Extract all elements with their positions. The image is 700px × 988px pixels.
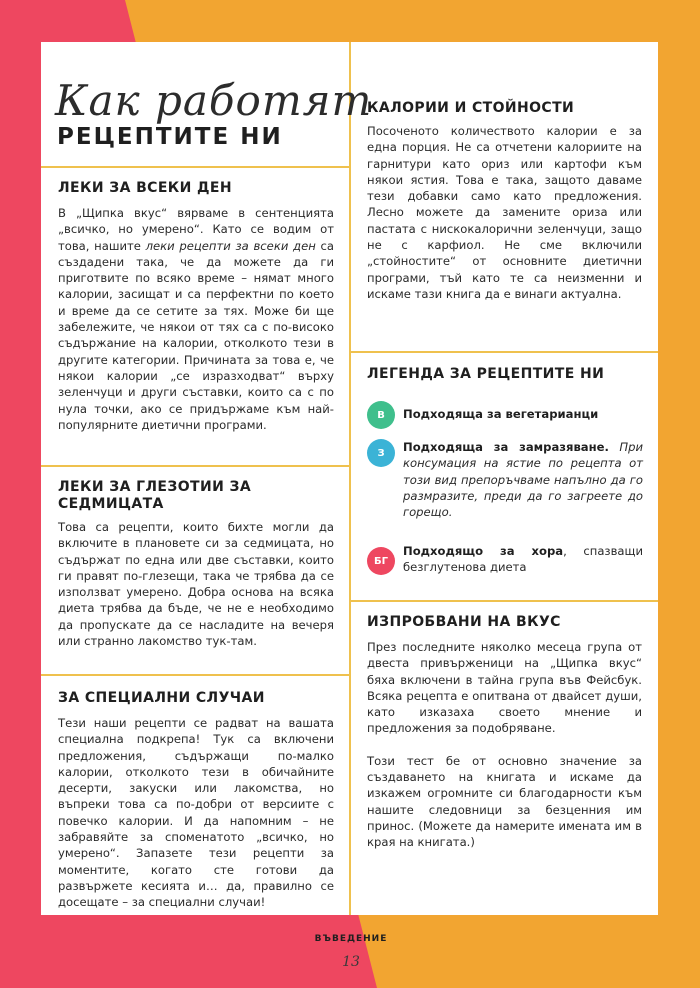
section-tested-heading: ИЗПРОБВАНИ НА ВКУС: [367, 614, 561, 630]
section-daily: [58, 180, 334, 433]
legend-item-vegetarian: Подходяща за вегетарианци: [403, 407, 599, 421]
freeze-badge-icon: З: [367, 439, 395, 467]
page-number: 13: [342, 954, 360, 970]
section-calories: [367, 100, 642, 302]
section-weekly-text: Това са рецепти, които бихте могли да включите в плановете си за седмицата, но съдържат по една или две съставки, които ги правят по-глезещи, така че трябва да се използват умерено. Добра основа на всяка диета трябва да бъде, че не е необходимо да пропускате да се насладите на вечеря или странно лакомство тук-там.: [58, 520, 334, 649]
section-special-heading: ЗА СПЕЦИАЛНИ СЛУЧАИ: [58, 690, 265, 706]
glutenfree-badge-icon: БГ: [367, 547, 395, 575]
section-tested: [367, 614, 642, 851]
divider-left-2: [41, 465, 349, 467]
divider-left-1: [41, 166, 349, 168]
section-special: [58, 690, 334, 911]
page-title-script: Как работят: [55, 76, 373, 125]
section-legend-heading: ЛЕГЕНДА ЗА РЕЦЕПТИТЕ НИ: [367, 366, 605, 382]
vegetarian-badge-icon: В: [367, 401, 395, 429]
section-weekly: [58, 479, 334, 649]
section-tested-text-2: Този тест бе от основно значение за създаването на книгата и искаме да изкажем огромните си благодарности към нашите следовници за безценния им принос. (Можете да намерите имената им в края на книгата.): [367, 753, 642, 850]
legend-item-freeze: Подходяща за замразяване. При консумация на ястие по рецепта от този вид препоръчваме напълно да го размразите, преди да го загреете до горещо.: [403, 440, 643, 520]
divider-left-3: [41, 674, 349, 676]
section-special-text: Тези наши рецепти се радват на вашата специална подкрепа! Тук са включени предложения, съдържащи по-малко калории, отколкото тези в обичайните десерти, закуски или лакомства, но въпреки това са по-добри от версиите с повечко калории. И да напомним – не забравяйте за споменатото „всичко, но умерено“. Запазете тези рецепти за моментите, когато сте готови да развържете кесията и… да, правилно се досещате – за специални случаи!: [58, 716, 334, 910]
section-calories-text: Посоченото количеството калории е за една порция. Не са отчетени калориите на гарнитури като ориз или картофи към някои ястия. Това е така, защото даваме тези добавки само като предложения. Лесно можете да замените ориза или пастата с нискокалорични зеленчуци, защо не с карфиол. Не сме включили „стойностите“ от основните диетични програми, тъй като те са неизменни и искаме тази книга да е винаги актуална.: [367, 124, 642, 301]
footer-section-label: ВЪВЕДЕНИЕ: [314, 934, 388, 944]
legend-item-glutenfree: Подходящо за хора, спазващи безглутенова диета: [403, 544, 643, 575]
page-title-bold: РЕЦЕПТИТЕ НИ: [57, 124, 283, 150]
section-calories-heading: КАЛОРИИ И СТОЙНОСТИ: [367, 100, 575, 116]
section-weekly-heading: ЛЕКИ ЗА ГЛЕЗОТИИ ЗА СЕДМИЦАТА: [58, 479, 252, 512]
section-daily-heading: ЛЕКИ ЗА ВСЕКИ ДЕН: [58, 180, 232, 196]
section-daily-text: В „Щипка вкус“ вярваме в сентенцията „всичко, но умерено“. Като се водим от това, нашите леки рецепти за всеки ден са създадени така, че да можете да ги приготвите по всяко време – нямат много калории, засищат и са перфектни по което и време да се сетите за тях. Може би ще забележите, че някои от тях са с по-високо съдържание на калории, отколкото тези в другите категории. Причината за това е, че някои калории „се изразходват“ върху зеленчуци и други съставки, които са с по нула точки, ако се придържаме към най-популярните диетични програми.: [58, 206, 334, 432]
column-divider: [349, 42, 351, 915]
divider-right-1: [351, 351, 658, 353]
section-legend: [367, 366, 642, 383]
section-tested-text-1: През последните няколко месеца група от двеста привърженици на „Щипка вкус“ бяха включени в тайна група във Фейсбук. Всяка рецепта е опитвана от двайсет души, като изказаха своето мнение и предложения за подобряване.: [367, 640, 642, 736]
divider-right-2: [351, 600, 658, 602]
